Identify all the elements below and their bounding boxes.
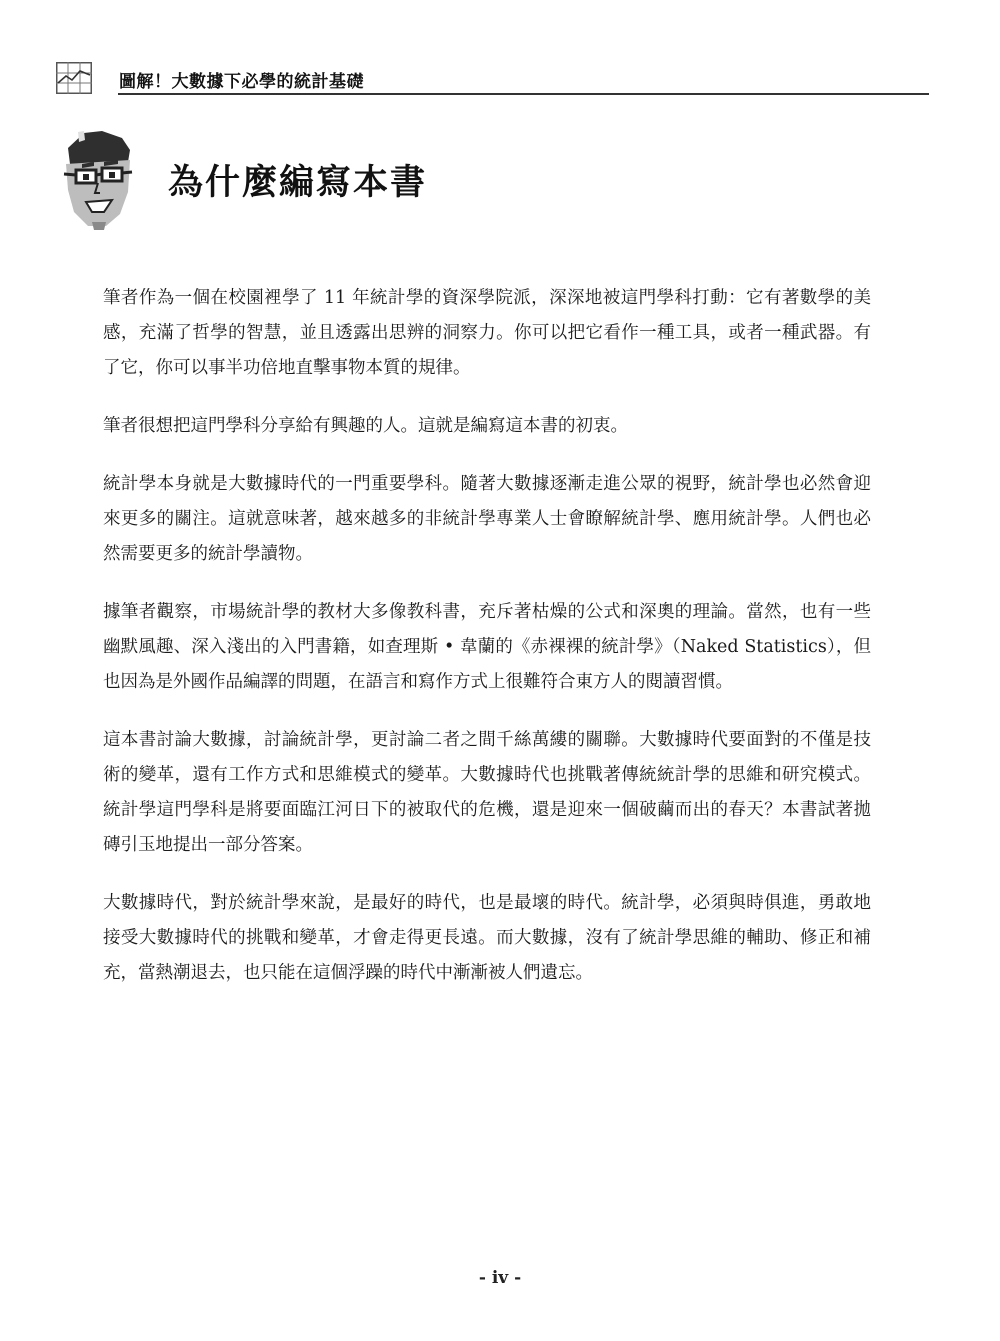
paragraph: 據筆者觀察，市場統計學的教材大多像教科書，充斥著枯燥的公式和深奧的理論。當然，也有一些幽默風趣、深入淺出的入門書籍，如查理斯 • 韋蘭的《赤裸裸的統計學》（Naked Statistics），但也因為是外國作品編譯的問題，在語言和寫作方式上很難符合東方人的閱讀習慣。 bbox=[103, 602, 871, 692]
paragraph: 筆者很想把這門學科分享給有興趣的人。這就是編寫這本書的初衷。 bbox=[103, 416, 628, 436]
body-text bbox=[103, 281, 871, 1014]
paragraph: 筆者作為一個在校園裡學了 11 年統計學的資深學院派，深深地被這門學科打動：它有著數學的美感，充滿了哲學的智慧，並且透露出思辨的洞察力。你可以把它看作一種工具，或者一種武器。有了它，你可以事半功倍地直擊事物本質的規律。 bbox=[103, 288, 871, 378]
chart-grid-icon bbox=[56, 62, 92, 94]
page-number: - iv - bbox=[478, 1268, 522, 1288]
paragraph: 統計學本身就是大數據時代的一門重要學科。隨著大數據逐漸走進公眾的視野，統計學也必然會迎來更多的關注。這就意味著，越來越多的非統計學專業人士會瞭解統計學、應用統計學。人們也必然需要更多的統計學讀物。 bbox=[103, 474, 871, 564]
bespectacled-man-mascot bbox=[58, 130, 138, 230]
book-title: 圖解！大數據下必學的統計基礎 bbox=[119, 72, 364, 92]
paragraph: 大數據時代，對於統計學來說，是最好的時代，也是最壞的時代。統計學，必須與時俱進，勇敢地接受大數據時代的挑戰和變革，才會走得更長遠。而大數據，沒有了統計學思維的輔助、修正和補充，當熱潮退去，也只能在這個浮躁的時代中漸漸被人們遺忘。 bbox=[103, 893, 871, 983]
running-header bbox=[56, 62, 929, 96]
chapter-title: 為什麼編寫本書 bbox=[168, 163, 428, 203]
header-divider bbox=[118, 93, 929, 95]
paragraph: 這本書討論大數據，討論統計學，更討論二者之間千絲萬縷的關聯。大數據時代要面對的不僅是技術的變革，還有工作方式和思維模式的變革。大數據時代也挑戰著傳統統計學的思維和研究模式。統計學這門學科是將要面臨江河日下的被取代的危機，還是迎來一個破繭而出的春天？本書試著拋磚引玉地提出一部分答案。 bbox=[103, 730, 871, 855]
